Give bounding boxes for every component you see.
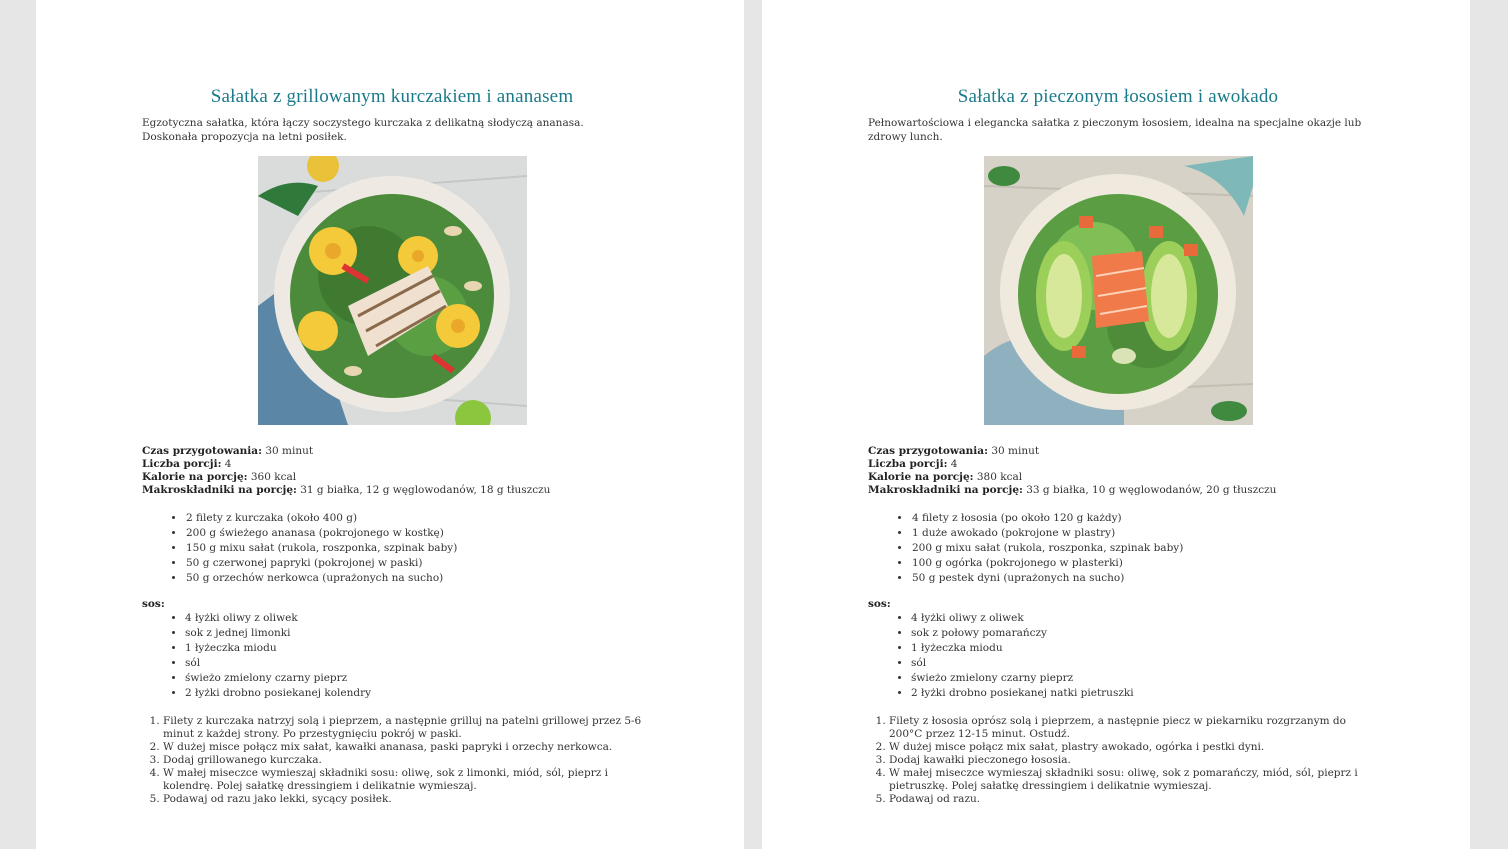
list-item: • 1 łyżeczka miodu [185, 641, 642, 656]
prep-time: Czas przygotowania: 30 minut [142, 445, 314, 457]
step-item: 1. Filety z łososia oprósz solą i pieprzem, a następnie piecz w piekarniku rozgrzanym do 200°C przez 12-15 minut. Ostudź. [889, 715, 1368, 741]
list-item: • 200 g świeżego ananasa (pokrojonego w kostkę) [185, 526, 642, 541]
list-item: • 4 łyżki oliwy z oliwek [185, 611, 642, 626]
ingredients-list [868, 511, 1368, 586]
servings: Liczba porcji: 4 [142, 458, 232, 470]
step-item: 4. W małej miseczce wymieszaj składniki sosu: oliwę, sok z pomarańczy, miód, sól, pieprz i pietruszkę. Polej sałatkę dressingiem i delikatnie wymieszaj. [889, 767, 1368, 793]
step-item: 3. Dodaj grillowanego kurczaka. [163, 754, 642, 767]
ingredients-list [142, 511, 642, 586]
list-item: • 1 łyżeczka miodu [911, 641, 1368, 656]
list-item: • 50 g czerwonej papryki (pokrojonej w paski) [185, 556, 642, 571]
macros: Makroskładniki na porcję: 33 g białka, 10 g węglowodanów, 20 g tłuszczu [868, 484, 1277, 496]
recipe-salmon-avocado [868, 86, 1368, 806]
step-item: 5. Podawaj od razu jako lekki, sycący posiłek. [163, 793, 642, 806]
calories: Kalorie na porcję: 360 kcal [142, 471, 297, 483]
steps-list [868, 715, 1368, 806]
sauce-list [142, 611, 642, 701]
steps-list [142, 715, 642, 806]
list-item: • 2 łyżki drobno posiekanej natki pietruszki [911, 686, 1368, 701]
list-item: • sok z jednej limonki [185, 626, 642, 641]
list-item: • 50 g orzechów nerkowca (uprażonych na sucho) [185, 571, 642, 586]
list-item: • świeżo zmielony czarny pieprz [911, 671, 1368, 686]
step-item: 2. W dużej misce połącz mix sałat, kawałki ananasa, paski papryki i orzechy nerkowca. [163, 741, 642, 754]
prep-time: Czas przygotowania: 30 minut [868, 445, 1040, 457]
macros: Makroskładniki na porcję: 31 g białka, 12 g węglowodanów, 18 g tłuszczu [142, 484, 551, 496]
list-item: • 200 g mixu sałat (rukola, roszponka, szpinak baby) [911, 541, 1368, 556]
salmon-avocado-salad-image [984, 156, 1253, 425]
chicken-pineapple-salad-image [258, 156, 527, 425]
servings: Liczba porcji: 4 [868, 458, 958, 470]
list-item: • 150 g mixu sałat (rukola, roszponka, szpinak baby) [185, 541, 642, 556]
list-item: • 50 g pestek dyni (uprażonych na sucho) [911, 571, 1368, 586]
calories: Kalorie na porcję: 380 kcal [868, 471, 1023, 483]
list-item: • 100 g ogórka (pokrojonego w plasterki) [911, 556, 1368, 571]
recipe-intro: Pełnowartościowa i elegancka sałatka z pieczonym łososiem, idealna na specjalne okazje lub zdrowy lunch. [868, 117, 1362, 143]
step-item: 5. Podawaj od razu. [889, 793, 1368, 806]
list-item: • sól [911, 656, 1368, 671]
recipe-meta [868, 445, 1368, 497]
list-item: • 1 duże awokado (pokrojone w plastry) [911, 526, 1368, 541]
list-item: • 2 filety z kurczaka (około 400 g) [185, 511, 642, 526]
sauce-label: sos: [142, 598, 165, 610]
document-page-2 [762, 0, 1470, 849]
recipe-intro: Egzotyczna sałatka, która łączy soczystego kurczaka z delikatną słodyczą ananasa. Doskonała propozycja na letni posiłek. [142, 117, 584, 143]
list-item: • sok z połowy pomarańczy [911, 626, 1368, 641]
list-item: • świeżo zmielony czarny pieprz [185, 671, 642, 686]
list-item: • sól [185, 656, 642, 671]
list-item: • 4 łyżki oliwy z oliwek [911, 611, 1368, 626]
document-page-1 [36, 0, 744, 849]
recipe-title: Sałatka z pieczonym łososiem i awokado [957, 86, 1279, 107]
recipe-chicken-pineapple [142, 86, 642, 806]
recipe-title: Sałatka z grillowanym kurczakiem i ananasem [210, 86, 574, 107]
list-item: • 2 łyżki drobno posiekanej kolendry [185, 686, 642, 701]
step-item: 4. W małej miseczce wymieszaj składniki sosu: oliwę, sok z limonki, miód, sól, pieprz i kolendrę. Polej sałatkę dressingiem i delikatnie wymieszaj. [163, 767, 642, 793]
step-item: 3. Dodaj kawałki pieczonego łososia. [889, 754, 1368, 767]
list-item: • 4 filety z łososia (po około 120 g każdy) [911, 511, 1368, 526]
sauce-label: sos: [868, 598, 891, 610]
sauce-list [868, 611, 1368, 701]
step-item: 1. Filety z kurczaka natrzyj solą i pieprzem, a następnie grilluj na patelni grillowej przez 5-6 minut z każdej strony. Po przestygnięciu pokrój w paski. [163, 715, 642, 741]
recipe-meta [142, 445, 642, 497]
step-item: 2. W dużej misce połącz mix sałat, plastry awokado, ogórka i pestki dyni. [889, 741, 1368, 754]
